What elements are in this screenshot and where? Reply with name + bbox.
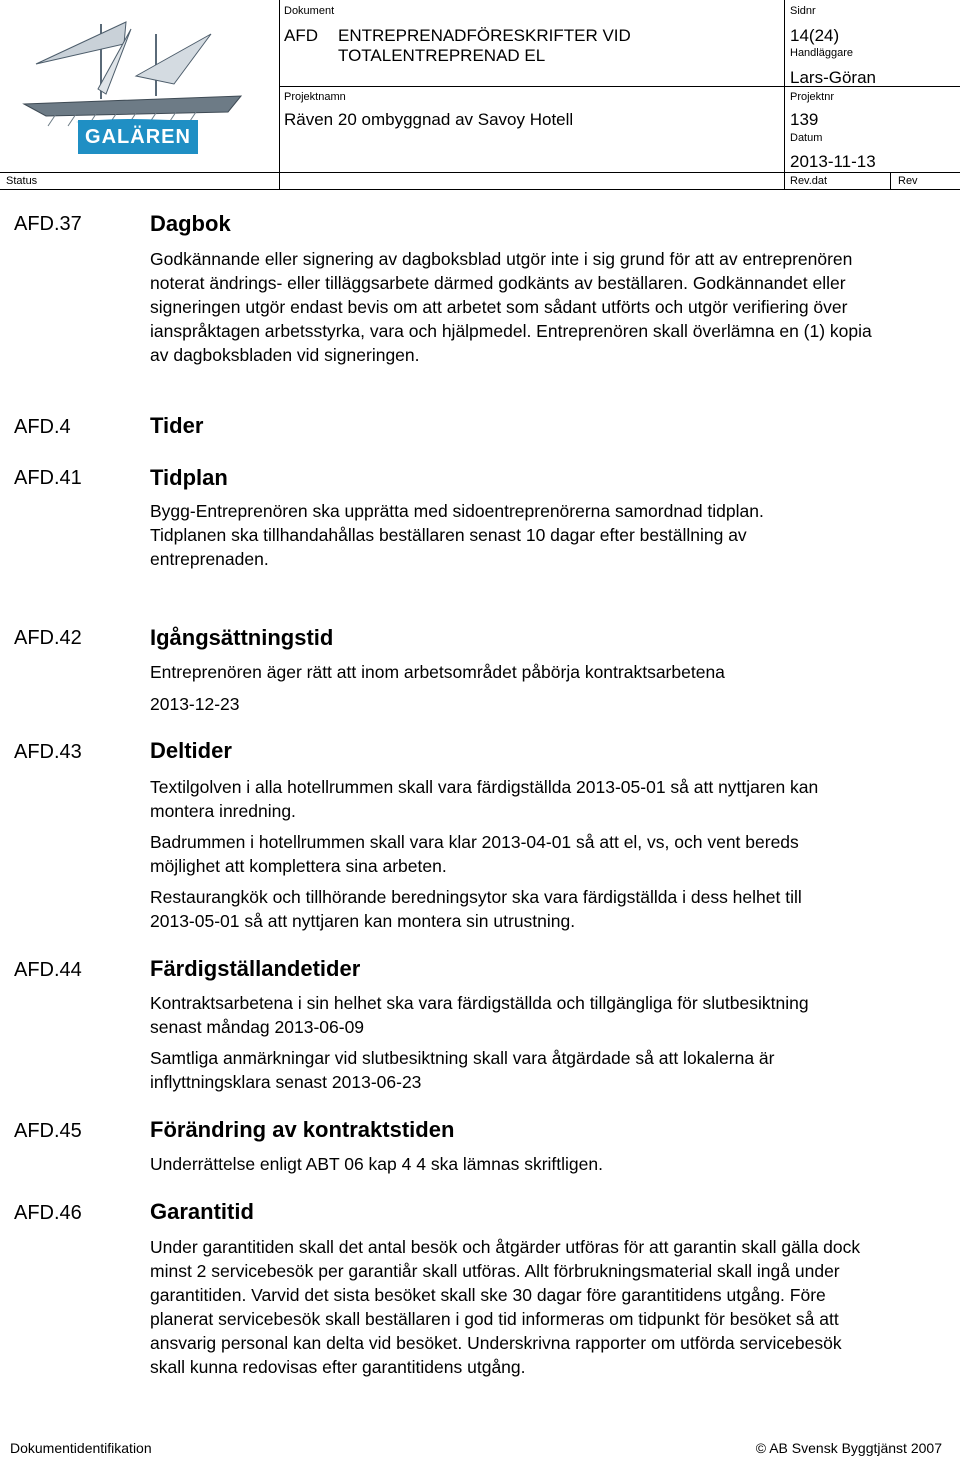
header-rule <box>0 172 960 173</box>
section-code: AFD.37 <box>14 213 82 235</box>
datum: 2013-11-13 <box>790 152 876 171</box>
section-paragraph: Badrummen i hotellrummen skall vara klar 2013-04-01 så att el, vs, och vent bereds möjlighet att komplettera sina arbeten. <box>150 832 799 876</box>
section-title: Deltider <box>150 738 232 763</box>
section-paragraph: Samtliga anmärkningar vid slutbesiktning skall vara åtgärdade så att lokalerna är inflyttningsklara senast 2013-06-23 <box>150 1048 775 1092</box>
section-title: Förändring av kontraktstiden <box>150 1117 455 1142</box>
header-divider <box>784 0 785 190</box>
section-paragraph: Godkännande eller signering av dagboksblad utgör inte i sig grund för att av entreprenören noterat ändrings- eller tilläggsarbete därmed godkänts av beställaren. Godkännandet eller signeringen utgör endast bevis om att arbetet som sådant utförts och utgör verifiering över ianspråktagen arbetsstyrka, vara och hjälpmedel. Entreprenören skall överlämna en (1) kopia av dagboksbladen vid signeringen. <box>150 249 872 365</box>
section-code: AFD.43 <box>14 741 82 763</box>
footer-document-id: Dokumentidentifikation <box>10 1440 152 1456</box>
document-header <box>0 0 960 190</box>
section-code: AFD.44 <box>14 959 82 981</box>
section-title: Dagbok <box>150 211 231 236</box>
header-divider <box>890 172 891 190</box>
section-code: AFD.45 <box>14 1120 82 1142</box>
section-code: AFD.42 <box>14 627 82 649</box>
section-paragraph: Underrättelse enligt ABT 06 kap 4 4 ska lämnas skriftligen. <box>150 1154 603 1174</box>
handlaggare: Lars-Göran <box>790 68 876 87</box>
section-code: AFD.41 <box>14 467 82 489</box>
projektnr: 139 <box>790 110 819 129</box>
header-divider <box>279 0 280 190</box>
section-paragraph: Entreprenören äger rätt att inom arbetsområdet påbörja kontraktsarbetena <box>150 662 725 682</box>
section-code: AFD.4 <box>14 416 71 438</box>
projektnamn: Räven 20 ombyggnad av Savoy Hotell <box>284 110 574 129</box>
handlaggare-label: Handläggare <box>790 47 853 59</box>
doc-title-line1: ENTREPRENADFÖRESKRIFTER VID <box>338 26 631 45</box>
start-date: 2013-12-23 <box>150 694 240 714</box>
sidnr-label: Sidnr <box>790 5 816 17</box>
revdat-label: Rev.dat <box>790 175 828 187</box>
section-paragraph: Restaurangkök och tillhörande beredningsytor ska vara färdigställda i dess helhet till 2013-05-01 så att nyttjaren kan montera sin utrustning. <box>150 887 802 931</box>
section-paragraph: Bygg-Entreprenören ska upprätta med sidoentreprenörerna samordnad tidplan. Tidplanen ska tillhandahållas beställaren senast 10 dagar efter beställning av entreprenaden. <box>150 501 764 569</box>
rev-label: Rev <box>898 175 918 187</box>
section-title: Igångsättningstid <box>150 625 334 650</box>
galaren-logo <box>6 4 268 174</box>
sidnr: 14(24) <box>790 26 840 45</box>
logo-wordmark: GALÄREN <box>78 120 198 154</box>
section-title: Tider <box>150 413 204 438</box>
section-paragraph: Textilgolven i alla hotellrummen skall vara färdigställda 2013-05-01 så att nyttjaren kan montera inredning. <box>150 777 819 821</box>
status-label: Status <box>6 175 38 187</box>
dokument-label: Dokument <box>284 5 335 17</box>
section-paragraph: Under garantitiden skall det antal besök och åtgärder utföras för att garantin skall gälla dock minst 2 servicebesök per garantiår skall utföras. Allt förbrukningsmaterial skall ingå under garantitiden. Varvid det sista besöket skall ske 30 dagar före garantitidens utgång. Före planerat servicebesök skall beställaren i god tid informeras om tidpunkt för besöket så att ansvarig personal kan delta vid besöket. Underskrivna rapporter om utförda servicebesök skall kunna redovisas efter garantitidens utgång. <box>150 1237 861 1377</box>
footer-copyright: © AB Svensk Byggtjänst 2007 <box>755 1440 942 1456</box>
doc-code: AFD <box>284 26 318 45</box>
section-code: AFD.46 <box>14 1202 82 1224</box>
projektnr-label: Projektnr <box>790 91 835 103</box>
projektnamn-label: Projektnamn <box>284 91 346 103</box>
section-paragraph: Kontraktsarbetena i sin helhet ska vara färdigställda och tillgängliga för slutbesiktning senast måndag 2013-06-09 <box>150 993 809 1037</box>
section-title: Garantitid <box>150 1199 254 1224</box>
section-title: Tidplan <box>150 465 228 490</box>
section-title: Färdigställandetider <box>150 956 361 981</box>
header-rule <box>0 189 960 190</box>
datum-label: Datum <box>790 132 823 144</box>
doc-title-line2: TOTALENTREPRENAD EL <box>338 46 546 65</box>
